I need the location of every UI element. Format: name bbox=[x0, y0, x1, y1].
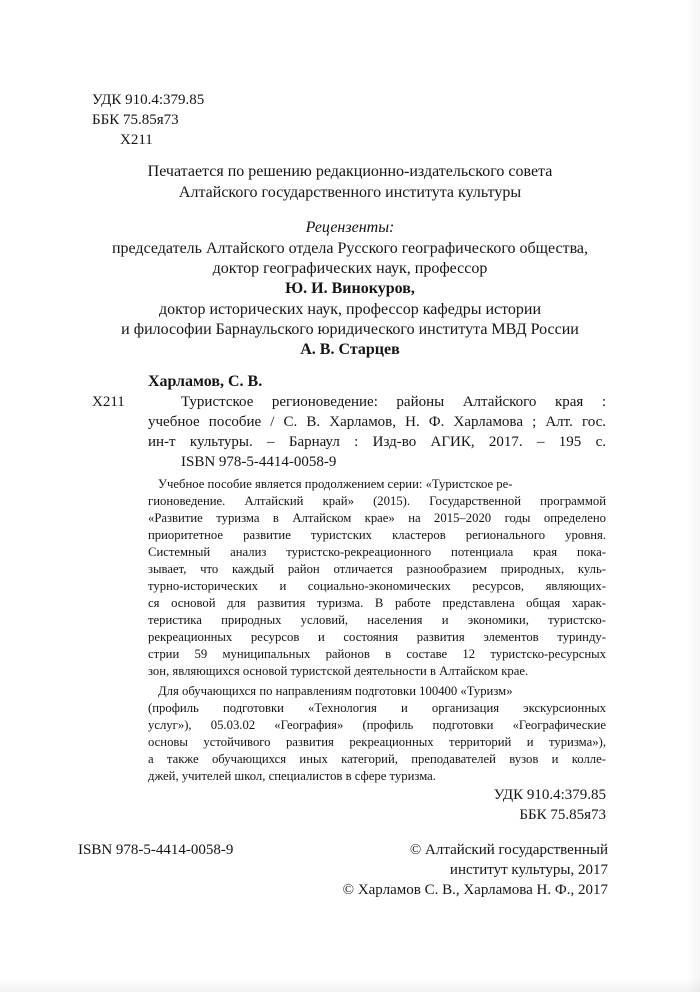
bib-author: Харламов, С. В. bbox=[148, 373, 263, 390]
footer-isbn: ISBN 978-5-4414-0058-9 bbox=[78, 842, 234, 858]
reviewer-2-desc-line-1: доктор исторических наук, профессор кафедры истории bbox=[158, 301, 542, 318]
abstract-p1-line-5: Системный анализ туристско-рекреационного потенциала края пока- bbox=[148, 545, 606, 559]
abstract-p2-line-5: а также обучающихся иных категорий, преподавателей вузов и колле- bbox=[148, 752, 606, 766]
abstract-p2-line-3: услуг»), 05.03.02 «География» (профиль подготовки «Географические bbox=[148, 718, 606, 732]
publisher-note-line-1: Печатается по решению редакционно-издательского совета bbox=[147, 163, 553, 180]
page-edge-shadow-right bbox=[686, 0, 700, 992]
copyright-line-1: © Алтайский государственный bbox=[409, 842, 608, 858]
bib-mark: Х211 bbox=[92, 394, 125, 410]
abstract-p1-line-3: «Развитие туризма в Алтайском крае» на 2015–2020 годы определено bbox=[148, 511, 606, 525]
bbk-code: ББК 75.85я73 bbox=[92, 112, 179, 128]
reviewers-heading: Рецензенты: bbox=[305, 219, 395, 236]
bib-isbn: ISBN 978-5-4414-0058-9 bbox=[181, 454, 337, 470]
reviewer-1-name: Ю. И. Винокуров, bbox=[285, 280, 415, 297]
abstract-p1-line-7: турно-исторических и социально-экономических ресурсов, являющих- bbox=[148, 579, 606, 593]
abstract-p1-line-12: зон, являющихся основой туристской деятельности в Алтайском крае. bbox=[148, 664, 529, 678]
bib-line-3: ин-т культуры. – Барнаул : Изд-во АГИК, 2017. – 195 с. bbox=[148, 434, 606, 450]
abstract-bbk: ББК 75.85я73 bbox=[519, 807, 606, 823]
abstract-p1-line-1: Учебное пособие является продолжением серии: «Туристское ре- bbox=[158, 477, 513, 491]
reviewer-1-desc-line-1: председатель Алтайского отдела Русского географического общества, bbox=[111, 240, 589, 257]
abstract-p1-line-6: зывает, что каждый район отличается разнообразием природных, куль- bbox=[148, 562, 606, 576]
abstract-p1-line-2: гионоведение. Алтайский край» (2015). Государственной программой bbox=[148, 494, 606, 508]
page-edge-shadow-bottom bbox=[0, 978, 700, 992]
abstract-p1-line-4: приоритетное развитие туристских кластеров регионального уровня. bbox=[148, 528, 606, 542]
reviewer-1-desc-line-2: доктор географических наук, профессор bbox=[212, 260, 488, 277]
udk-code: УДК 910.4:379.85 bbox=[92, 92, 205, 108]
reviewer-2-name: А. В. Старцев bbox=[300, 341, 400, 358]
abstract-p2-line-2: (профиль подготовки «Технология и организация экскурсионных bbox=[148, 701, 606, 715]
reviewer-2-desc-line-2: и философии Барнаульского юридического института МВД России bbox=[121, 321, 579, 338]
bib-line-1: Туристское регионоведение: районы Алтайского края : bbox=[181, 394, 606, 410]
copyright-line-2: институт культуры, 2017 bbox=[449, 862, 608, 878]
abstract-p2-line-1: Для обучающихся по направлениям подготовки 100400 «Туризм» bbox=[158, 684, 513, 698]
copyright-line-3: © Харламов С. В., Харламова Н. Ф., 2017 bbox=[342, 882, 608, 898]
abstract-p2-line-4: основы устойчивого развития рекреационных территорий и туризма»), bbox=[148, 735, 606, 749]
abstract-p1-line-10: рекреационных ресурсов и состояния развития элементов туринду- bbox=[148, 630, 606, 644]
author-mark: Х211 bbox=[120, 132, 153, 148]
abstract-p1-line-9: теристика природных условий, населения и экономики, туристско- bbox=[148, 613, 606, 627]
abstract-udk: УДК 910.4:379.85 bbox=[493, 787, 606, 803]
publisher-note-line-2: Алтайского государственного института культуры bbox=[178, 184, 522, 201]
abstract-p1-line-8: ся основой для развития туризма. В работе представлена общая харак- bbox=[148, 596, 606, 610]
abstract-p2-line-6: джей, учителей школ, специалистов в сфере туризма. bbox=[148, 769, 436, 783]
bib-line-2: учебное пособие / С. В. Харламов, Н. Ф. Харламова ; Алт. гос. bbox=[148, 414, 606, 430]
abstract-p1-line-11: стрии 59 муниципальных районов в составе 12 туристско-ресурсных bbox=[148, 647, 606, 661]
